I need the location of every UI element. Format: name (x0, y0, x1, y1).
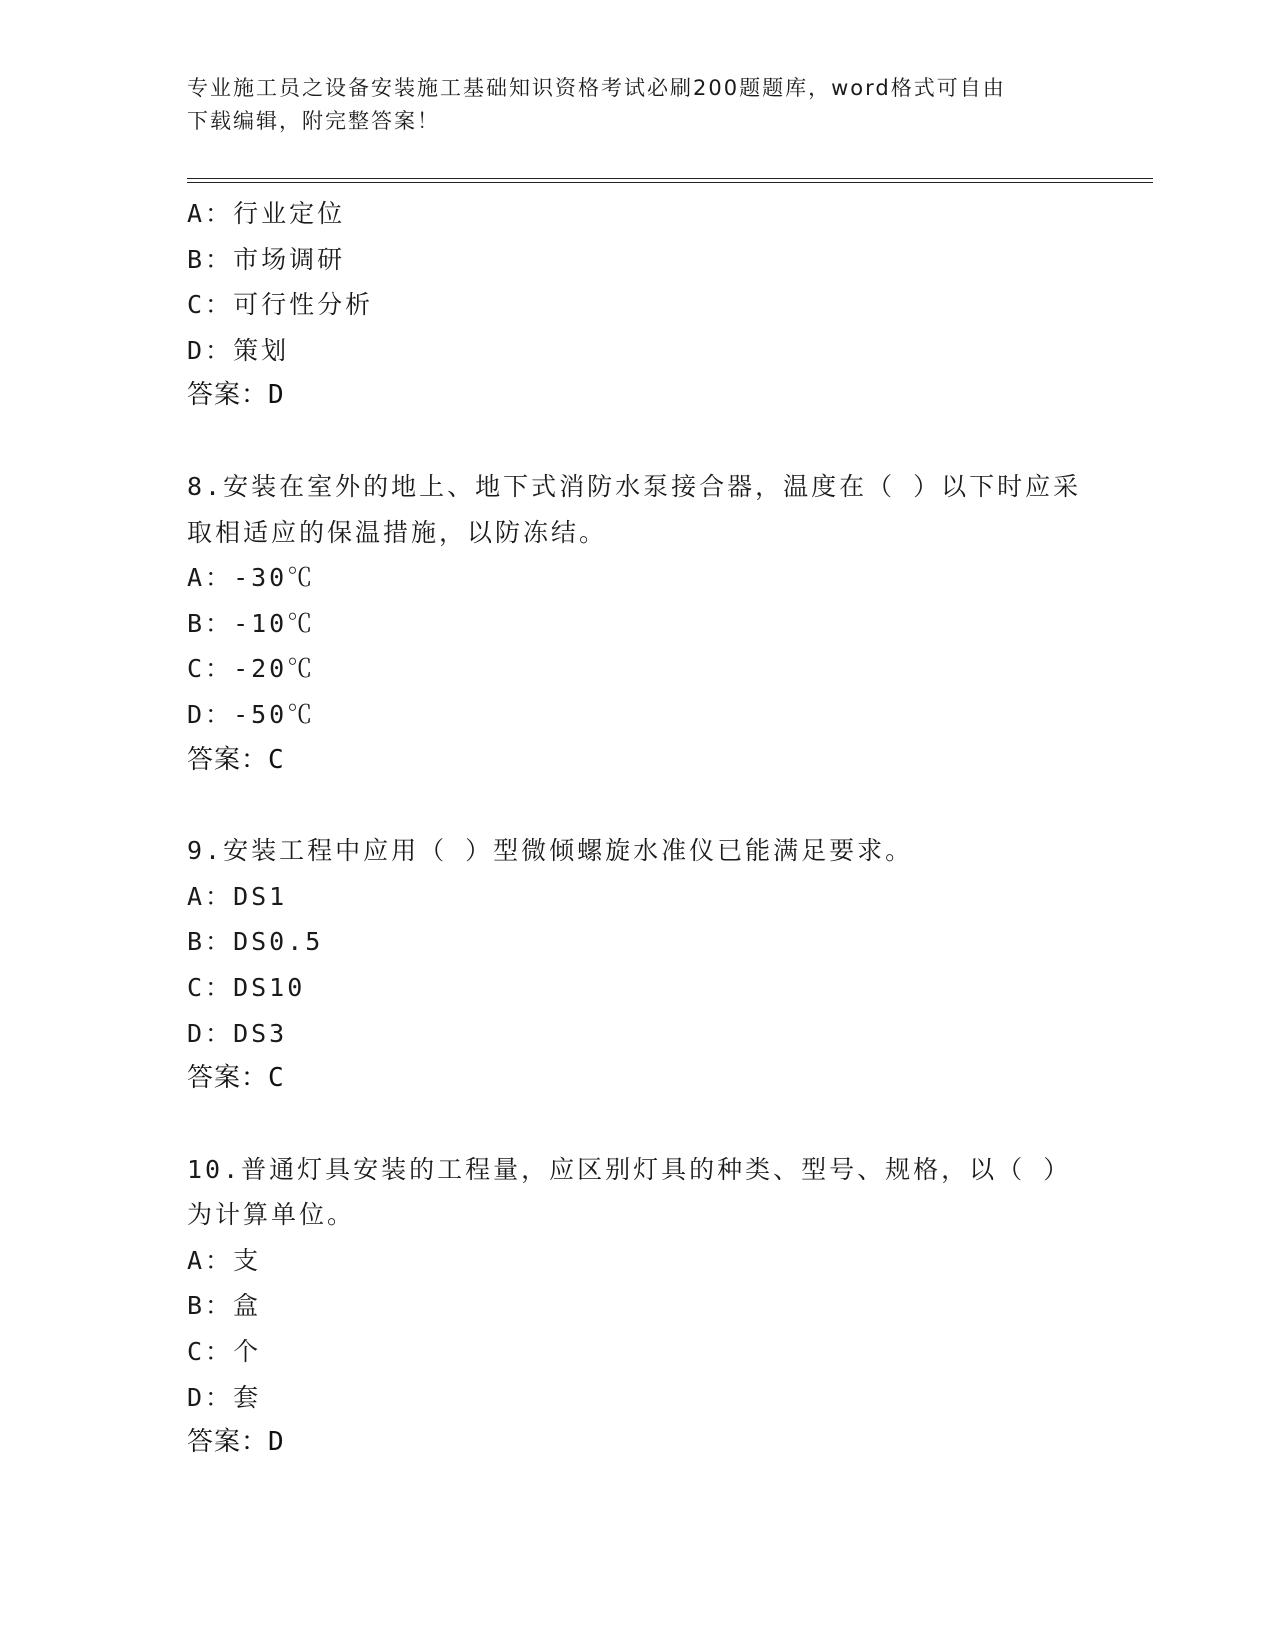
answer-line: 答案：D (187, 380, 285, 411)
option-c: C：DS10 (187, 972, 306, 1002)
page-title (187, 72, 1087, 138)
question-8 (187, 464, 1087, 783)
option-a: A：支 (187, 1245, 262, 1275)
title-line-1: 专业施工员之设备安装施工基础知识资格考试必刷200题题库，word格式可自由 (187, 76, 1006, 100)
option-c: C：可行性分析 (187, 290, 374, 320)
answer-line: 答案：C (187, 744, 285, 775)
option-d: D：套 (187, 1382, 262, 1412)
question-list (187, 191, 1087, 1466)
answer-line: 答案：C (187, 1063, 285, 1094)
question-10 (187, 1147, 1087, 1466)
question-text: 10.普通灯具安装的工程量，应区别灯具的种类、型号、规格，以（ ）为计算单位。 (187, 1154, 1072, 1230)
option-c: C：个 (187, 1337, 262, 1367)
title-line-2: 下载编辑，附完整答案！ (187, 109, 440, 133)
option-b: B：DS0.5 (187, 927, 324, 957)
option-a: A：DS1 (187, 881, 288, 911)
option-a: A：行业定位 (187, 199, 346, 228)
option-a: A：-30℃ (187, 563, 316, 593)
question-9 (187, 828, 1087, 1102)
option-d: D：DS3 (187, 1018, 288, 1048)
option-b: B：-10℃ (187, 608, 316, 638)
question-text: 8.安装在室外的地上、地下式消防水泵接合器，温度在（ ）以下时应采取相适应的保温措施，以防冻结。 (187, 471, 1082, 547)
option-d: D：策划 (187, 335, 290, 365)
option-c: C：-20℃ (187, 654, 316, 684)
option-b: B：市场调研 (187, 244, 346, 274)
option-b: B：盒 (187, 1291, 262, 1321)
answer-line: 答案：D (187, 1427, 285, 1458)
header-divider (187, 178, 1153, 183)
option-d: D：-50℃ (187, 699, 316, 729)
question-continuation (187, 191, 1087, 419)
question-text: 9.安装工程中应用（ ）型微倾螺旋水准仪已能满足要求。 (187, 836, 914, 866)
